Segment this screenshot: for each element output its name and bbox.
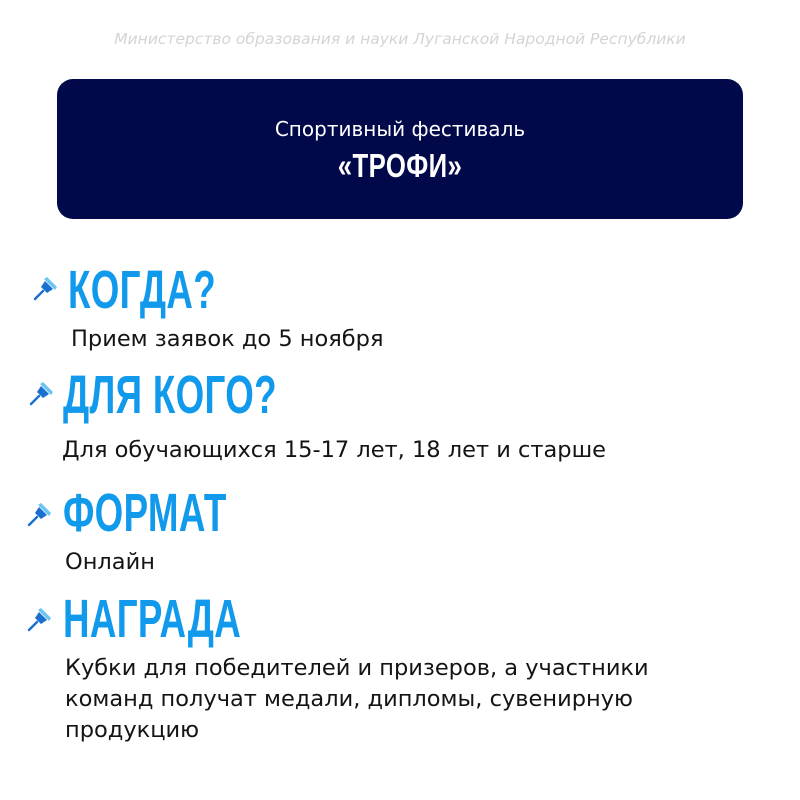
- heading-when: КОГДА?: [68, 260, 217, 320]
- banner-title: «ТРОФИ»: [337, 147, 463, 184]
- heading-for-whom: ДЛЯ КОГО?: [63, 365, 277, 425]
- pushpin-icon: [26, 607, 52, 633]
- text-award-line-1: Кубки для победителей и призеров, а участники: [65, 655, 649, 681]
- festival-banner: [57, 79, 743, 219]
- text-when: Прием заявок до 5 ноября: [71, 326, 384, 352]
- pushpin-icon: [32, 276, 58, 302]
- banner-subtitle: Спортивный фестиваль: [274, 117, 526, 141]
- pushpin-icon: [28, 381, 54, 407]
- text-format: Онлайн: [65, 549, 155, 575]
- text-for-whom: Для обучающихся 15-17 лет, 18 лет и старше: [62, 437, 606, 463]
- heading-award: НАГРАДА: [63, 589, 242, 649]
- ministry-caption: Министерство образования и науки Луганской Народной Республики: [114, 30, 686, 48]
- text-award-line-3: продукцию: [65, 717, 200, 743]
- text-award-line-2: команд получат медали, дипломы, сувенирную: [65, 686, 633, 712]
- pushpin-icon: [26, 502, 52, 528]
- heading-format: ФОРМАТ: [63, 483, 227, 543]
